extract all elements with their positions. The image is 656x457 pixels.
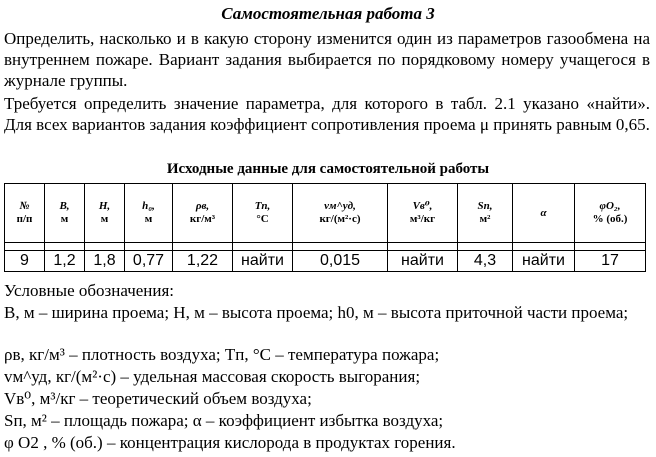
table-cell: 1,2 bbox=[45, 251, 85, 272]
legend-line-density: ρв, кг/м³ – плотность воздуха; Tп, °С – температура пожара; bbox=[4, 345, 440, 364]
table-cell: найти bbox=[388, 251, 458, 272]
table-gap-row bbox=[5, 243, 646, 251]
header-cell: Vв⁰, м³/кг bbox=[388, 184, 458, 243]
header-cell: vм^уд, кг/(м²·с) bbox=[293, 184, 388, 243]
table-cell: 0,77 bbox=[125, 251, 173, 272]
header-cell: B, м bbox=[45, 184, 85, 243]
input-data-table bbox=[4, 183, 646, 272]
task-paragraph: Определить, насколько и в какую сторону изменится один из параметров газообмена на внутреннем пожаре. Вариант задания выбирается по порядковому номеру учащегося в журнале группы. bbox=[4, 29, 650, 90]
header-cell: α bbox=[513, 184, 575, 243]
legend-line-dimensions: B, м – ширина проема; H, м – высота проема; h0, м – высота приточной части проема; bbox=[4, 303, 629, 322]
table-cell: найти bbox=[233, 251, 293, 272]
table-cell: 9 bbox=[5, 251, 45, 272]
header-cell: № п/п bbox=[5, 184, 45, 243]
table-title: Исходные данные для самостоятельной работы bbox=[166, 161, 490, 177]
table-cell: 0,015 bbox=[293, 251, 388, 272]
table-cell: 1,22 bbox=[173, 251, 233, 272]
header-cell: φO₂, % (об.) bbox=[575, 184, 646, 243]
header-cell: H, м bbox=[85, 184, 125, 243]
header-cell: Tп, °C bbox=[233, 184, 293, 243]
table-row bbox=[5, 251, 646, 272]
work-title: Самостоятельная работа 3 bbox=[221, 4, 435, 23]
requirement-paragraph: Требуется определить значение параметра, для которого в табл. 2.1 указано «найти». Для всех вариантов задания коэффициент сопротивления проема μ принять равным 0,65. bbox=[4, 94, 650, 134]
header-cell: ρв, кг/м³ bbox=[173, 184, 233, 243]
header-cell: h₀, м bbox=[125, 184, 173, 243]
table-cell: 1,8 bbox=[85, 251, 125, 272]
table-cell: 4,3 bbox=[458, 251, 513, 272]
table-cell: 17 bbox=[575, 251, 646, 272]
legend-line-burn-rate: vм^уд, кг/(м²·с) – удельная массовая скорость выгорания; bbox=[4, 367, 421, 386]
legend-heading: Условные обозначения: bbox=[4, 281, 175, 300]
header-cell: Sп, м² bbox=[458, 184, 513, 243]
table-header-row bbox=[5, 184, 646, 243]
legend-line-area: Sп, м² – площадь пожара; α – коэффициент избытка воздуха; bbox=[4, 411, 444, 430]
legend-line-air-volume: Vв⁰, м³/кг – теоретический объем воздуха; bbox=[4, 389, 312, 408]
table-cell: найти bbox=[513, 251, 575, 272]
legend-line-oxygen: φ O2 , % (об.) – концентрация кислорода в продуктах горения. bbox=[4, 433, 456, 452]
